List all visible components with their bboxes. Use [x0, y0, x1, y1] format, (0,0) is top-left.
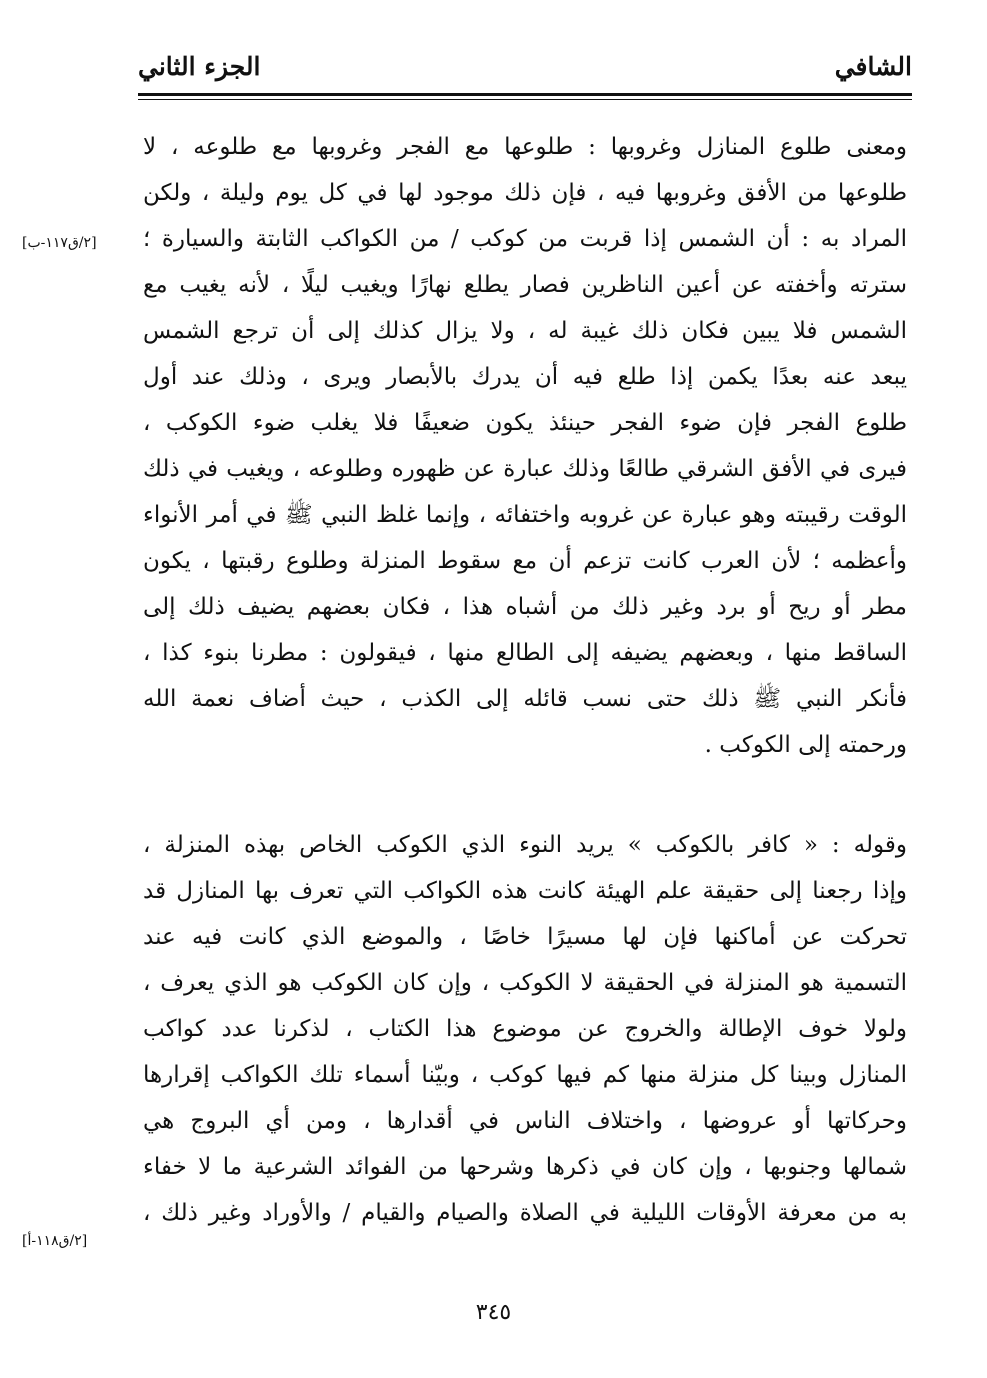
text-line: الشمس فلا يبين فكان ذلك غيبة له ، ولا يزال كذلك إلى أن ترجع الشمس: [143, 318, 907, 344]
text-line: سترته وأخفته عن أعين الناظرين فصار يطلع نهارًا ويغيب ليلًا ، لأنه يغيب مع: [143, 272, 907, 298]
text-line: التسمية هو المنزلة في الحقيقة لا الكوكب ، وإن كان الكوكب هو الذي يعرف ،: [143, 970, 907, 996]
text-line: مطر أو ريح أو برد وغير ذلك من أشباه هذا ، فكان بعضهم يضيف ذلك إلى: [143, 594, 907, 620]
text-line: فيرى في الأفق الشرقي طالعًا وذلك عبارة عن ظهوره وطلوعه ، ويغيب في ذلك: [143, 456, 907, 482]
text-line: المنازل وبينا كل منزلة منها كم فيها كوكب ، وبيّنا أسماء تلك الكواكب إقرارها: [143, 1062, 907, 1088]
text-line: يبعد عنه بعدًا يكمن إذا طلع فيه أن يدرك بالأبصار ويرى ، وذلك عند أول: [143, 364, 907, 390]
running-header: [138, 46, 912, 90]
text-line: شمالها وجنوبها ، وإن كان في ذكرها وشرحها من الفوائد الشرعية ما لا خفاء: [143, 1154, 907, 1180]
paragraph-2: [143, 822, 907, 1236]
text-line: وقوله : « كافر بالكوكب » يريد النوء الذي الكوكب الخاص بهذه المنزلة ،: [143, 832, 907, 858]
text-line: فأنكر النبي ﷺ ذلك حتى نسب قائله إلى الكذب ، حيث أضاف نعمة الله: [143, 686, 907, 712]
text-line: وحركاتها أو عروضها ، واختلاف الناس في أقدارها ، ومن أي البروج هي: [143, 1108, 907, 1134]
manuscript-folio-note: [٢/ق١١٧-ب]: [22, 235, 97, 251]
text-line: طلوعها من الأفق وغروبها فيه ، فإن ذلك موجود لها في كل يوم وليلة ، ولكن: [143, 180, 907, 206]
paragraph-1: [143, 124, 907, 768]
text-line: وأعظمه ؛ لأن العرب كانت تزعم أن مع سقوط المنزلة وطلوع رقبتها ، يكون: [143, 548, 907, 574]
text-line: ومعنى طلوع المنازل وغروبها : طلوعها مع الفجر وغروبها مع طلوعه ، لا: [143, 134, 907, 160]
text-line: ورحمته إلى الكوكب .: [704, 732, 907, 758]
part-title: الجزء الثاني: [138, 52, 261, 81]
text-line: ولولا خوف الإطالة والخروج عن موضوع هذا الكتاب ، لذكرنا عدد كواكب: [143, 1016, 907, 1042]
text-line: الساقط منها ، وبعضهم يضيفه إلى الطالع منها ، فيقولون : مطرنا بنوء كذا ،: [143, 640, 907, 666]
text-line: وإذا رجعنا إلى حقيقة علم الهيئة كانت هذه الكواكب التي تعرف بها المنازل قد: [143, 878, 907, 904]
header-rule-thin: [138, 99, 912, 100]
text-line: به من معرفة الأوقات الليلية في الصلاة والصيام والقيام / والأوراد وغير ذلك ،: [143, 1200, 907, 1226]
book-title: الشافي: [834, 52, 912, 81]
text-line: تحركت عن أماكنها فإن لها مسيرًا خاصًا ، والموضع الذي كانت فيه عند: [143, 924, 907, 950]
page-number: ٣٤٥: [475, 1300, 512, 1325]
manuscript-folio-note: [٢/ق١١٨-أ]: [22, 1233, 88, 1249]
text-line: طلوع الفجر فإن ضوء الفجر حينئذ يكون ضعيفًا فلا يغلب ضوء الكوكب ،: [143, 410, 907, 436]
text-line: المراد به : أن الشمس إذا قربت من كوكب / من الكواكب الثابتة والسيارة ؛: [143, 226, 907, 252]
header-rule-thick: [138, 93, 912, 96]
text-line: الوقت رقيبته وهو عبارة عن غروبه واختفائه ، وإنما غلظ النبي ﷺ في أمر الأنواء: [143, 502, 907, 528]
